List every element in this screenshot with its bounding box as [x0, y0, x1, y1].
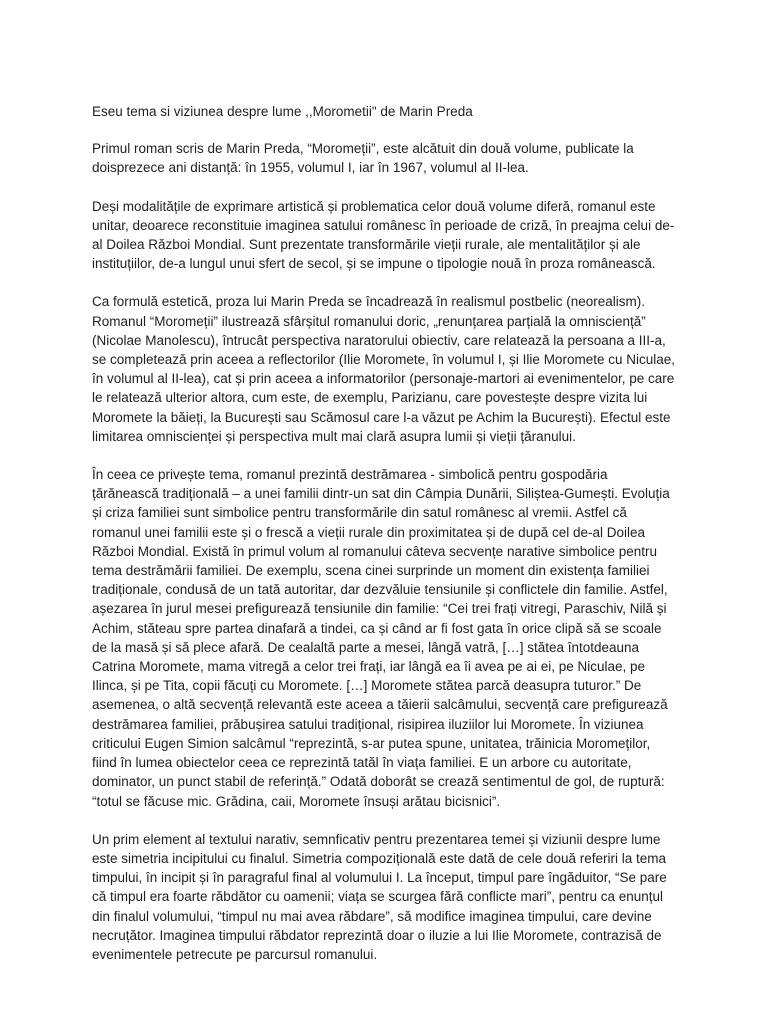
- paragraph-unity: Deși modalitățile de exprimare artistică și problematica celor două volume diferă, romanul este unitar, deoarece reconstituie imaginea satului românesc în perioade de criză, în preajma celui de-al Doilea Război Mondial. Sunt prezentate transformările vieții rurale, ale mentalităților și ale instituțiilor, de-a lungul unui sfert de secol, și se impune o tipologie nouă în proza românească.: [92, 198, 675, 272]
- document-title: Eseu tema si viziunea despre lume ,,Morometii" de Marin Preda: [92, 104, 473, 119]
- paragraph-theme: În ceea ce privește tema, romanul prezintă destrămarea - simbolică pentru gospodăria țărănească tradițională – a unei familii dintr-un sat din Câmpia Dunării, Siliștea-Gumești. Evoluția și criza familiei sunt simbolice pentru transformările din satul românesc al vremii. Astfel că romanul unei familii este și o frescă a vieții rurale din proximitatea și de după cel de-al Doilea Război Mondial. Există în primul volum al romanului câteva secvențe narative simbolice pentru tema destrămării familiei. De exemplu, scena cinei surprinde un moment din existența familiei tradiționale, condusă de un tată autoritar, dar dezvăluie tensiunile și conflictele din familie. Astfel, așezarea în jurul mesei prefigurează tensiunile din familie: “Cei trei frați vitregi, Paraschiv, Nilă și Achim, stăteau spre partea dinafară a tindei, ca și când ar fi fost gata în orice clipă să se scoale de la masă și să plece afară. De cealaltă parte a mesei, lângă vatră, […] stătea întotdeauna Catrina Moromete, mama vitregă a celor trei frați, iar lângă ea îi avea pe ai ei, pe Niculae, pe Ilinca, și pe Tita, copii făcuți cu Moromete. […] Moromete stătea parcă deasupra tuturor.” De asemenea, o altă secvență relevantă este aceea a tăierii salcâmului, secvență care prefigurează destrămarea familiei, prăbușirea satului tradițional, risipirea iluziilor lui Moromete. În viziunea criticului Eugen Simion salcâmul “reprezintă, s-ar putea spune, unitatea, trăinicia Moromeților, fiind în lumea obiectelor ceea ce reprezintă tatăl în viața familiei. E un arbore cu autoritate, dominator, un punct stabil de referință.” Odată doborât se crează sentimentul de gol, de ruptură: “totul se făcuse mic. Grădina, caii, Moromete însuși arătau bicisnici”.: [92, 467, 670, 809]
- paragraph-symmetry: Un prim element al textului narativ, semnficativ pentru prezentarea temei și viziunii despre lume este simetria incipitului cu finalul. Simetria compozițională este dată de cele două referiri la tema timpului, în incipit și în paragraful final al volumului I. La început, timpul pare îngăduitor, “Se pare că timpul era foarte răbdător cu oamenii; viața se scurgea fără conflicte mari”, pentru ca enunțul din finalul volumului, “timpul nu mai avea răbdare”, să modifice imaginea timpului, care devine necruțător. Imaginea timpului răbdator reprezintă doar o iluzie a lui Ilie Moromete, contrazisă de evenimentele petrecute pe parcursul romanului.: [92, 831, 667, 962]
- paragraph-intro: Primul roman scris de Marin Preda, “Moromeții”, este alcătuit din două volume, publicate la doisprezece ani distanță: în 1955, volumul I, iar în 1967, volumul al II-lea.: [92, 141, 634, 176]
- paragraph-aesthetic-formula: Ca formulă estetică, proza lui Marin Preda se încadrează în realismul postbelic (neorealism). Romanul “Moromeții” ilustrează sfârșitul romanului doric, „renunțarea parțială la omnisciență” (Nicolae Manolescu), întrucât perspectiva naratorului obiectiv, care relatează la persoana a III-a, se completează prin aceea a reflectorilor (Ilie Moromete, în volumul I, și Ilie Moromete cu Niculae, în volumul al II-lea), cat și prin aceea a informatorilor (personaje-martori ai evenimentelor, pe care le relatează ulterior altora, cum este, de exemplu, Parizianu, care povestește despre vizita lui Moromete la băieți, la București sau Scămosul care l-a văzut pe Achim la București). Efectul este limitarea omniscienței și perspectiva mult mai clară asupra lumii și vieții țăranului.: [92, 294, 675, 444]
